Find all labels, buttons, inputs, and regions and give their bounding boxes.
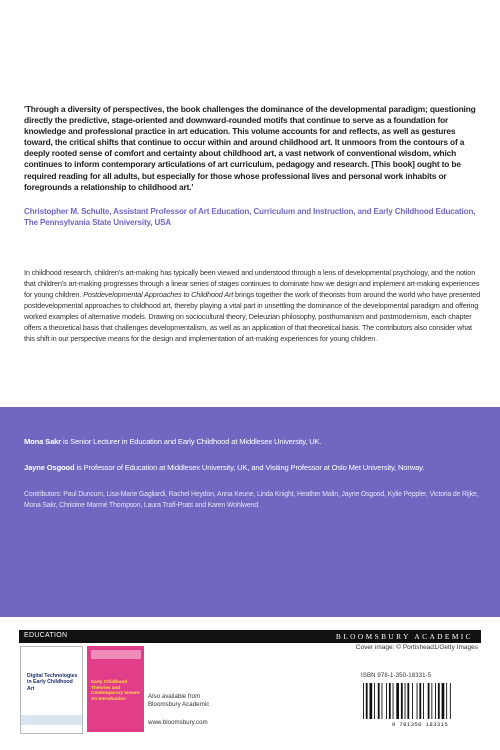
contributors-list: Contributors: Paul Duncum, Lisa-Marie Gagliardi, Rachel Heydon, Anna Keune, Linda Knight, Heather Malin, Jayne Osgood, Kylie Peppler, Victoria de Rijke, Mona Sakr, Christine Marmé Thompson, Laura Trafí-Prats and Karen Wohlwend. [24, 491, 479, 509]
also-available-text: Also available from Bloomsbury Academic [148, 693, 210, 709]
related-book-title-1: Digital Technologies in Early Childhood Art [27, 673, 78, 692]
publisher-name: BLOOMSBURY ACADEMIC [335, 632, 473, 641]
author-bio-2 [24, 462, 482, 473]
author-bio-1 [24, 436, 482, 447]
book-title: Postdevelopmental Approaches to Childhood Art [83, 290, 234, 299]
book-description [24, 267, 482, 344]
cover-credit: Cover image: © Portishead1/Getty Images [355, 644, 478, 651]
publisher-bar [19, 630, 481, 643]
cover-stripe [21, 715, 82, 725]
description-part-2: brings together the work of theorists from around the world who have presented postdevelopmental approaches to childhood art, thereby playing a vital part in unsettling the dominance of the developmental paradigm and offering worked examples of alternative models. Drawing on sociocultural theory, Deleuzian philosophy, posthumanism and postmodernism, each chapter offers a theoretical basis that challenges developmentalism, as well as an application of that theoretical basis. The contributors also consider what this shift in our perspective means for the design and implementation of art-making experiences for young children. [24, 290, 481, 343]
author-bio-text-1: is Senior Lecturer in Education and Early Childhood at Middlesex University, UK. [61, 437, 322, 446]
cover-header-band [91, 650, 141, 659]
related-book-cover-1 [20, 646, 83, 734]
related-book-cover-2 [87, 646, 144, 732]
related-book-title-2: Early Childhood Theories and Contemporary Issues: An Introduction [91, 679, 141, 702]
category-label: EDUCATION [24, 632, 68, 639]
review-attribution: Christopher M. Schulte, Assistant Professor of Art Education, Curriculum and Instruction, and Early Childhood Education, The Pennsylvania State University, USA [24, 207, 476, 227]
author-bio-text-2: is Professor of Education at Middlesex University, UK, and Visiting Professor at Oslo Met University, Norway. [74, 463, 425, 472]
author-name-1: Mona Sakr [24, 437, 62, 446]
website-url: www.bloomsbury.com [148, 719, 208, 726]
description-part-1: In childhood research, children’s art-making has typically been viewed and understood through a lens of developmental psychology, and the notion that children’s art-making progresses through a linear series of stages continues to dominate how we design and implement art-making experiences for young children. [24, 268, 480, 299]
isbn-text: ISBN 978-1-350-18331-5 [361, 672, 432, 679]
author-name-2: Jayne Osgood [24, 463, 75, 472]
review-quote: 'Through a diversity of perspectives, the book challenges the dominance of the developmental paradigm; questioning directly the predictive, stage-oriented and downward-rounded motifs that continue to serve as a foundation for knowledge and professional practice in art education. This volume accounts for and reflects, as well as gestures toward, the critical shifts that continue to occur within and around childhood art. It unmoors from the contours of a deeply rooted sense of comfort and certainty about childhood art, a vast network of conventional wisdom, which continues to inform contemporary articulations of art curriculum, pedagogy and research. [This book] ought to be required reading for all adults, but especially for those whose professional lives and personal work inhabits or foregrounds a relationship to childhood art.' [24, 104, 476, 192]
barcode-digits: 9 781350 183315 [391, 721, 449, 728]
barcode [361, 682, 479, 720]
